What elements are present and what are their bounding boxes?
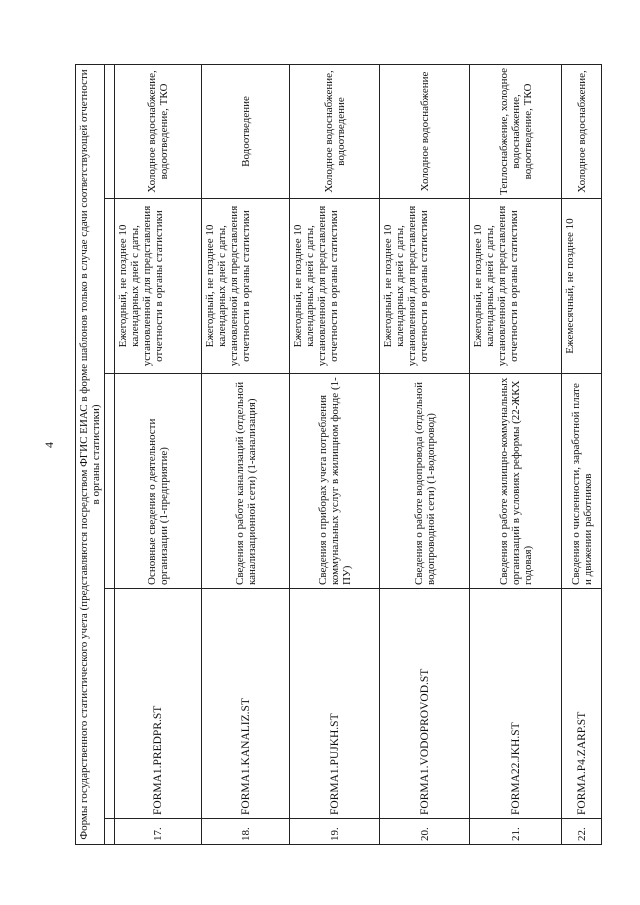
row-number: 22. bbox=[562, 819, 602, 845]
page-number: 4 bbox=[42, 442, 56, 448]
table-row bbox=[202, 64, 290, 844]
table-row bbox=[470, 64, 562, 844]
template-code: FORMA1.KANALIZ.ST bbox=[202, 589, 290, 819]
template-code: FORMA1.PREDPR.ST bbox=[115, 589, 202, 819]
table-row bbox=[290, 64, 380, 844]
form-name: Сведения о приборах учета потребления коммунальных услуг в жилищном фонде (1-ПУ) bbox=[290, 374, 380, 589]
row-number: 21. bbox=[470, 819, 562, 845]
activity-sphere: Холодное водоснабжение, водоотведение, ТКО bbox=[115, 64, 202, 198]
spacer-row bbox=[105, 64, 115, 844]
reporting-period: Ежегодный, не позднее 10 календарных дней с даты, установленной для представления отчетности в органы статистики bbox=[202, 199, 290, 374]
reporting-period: Ежегодный, не позднее 10 календарных дней с даты, установленной для представления отчетности в органы статистики bbox=[115, 199, 202, 374]
section-title: Формы государственного статистического учета (представляются посредством ФГИС ЕИАС в форме шаблонов только в случае сдачи соответствующей отчетности в органы статистики) bbox=[76, 64, 105, 844]
reporting-period: Ежегодный, не позднее 10 календарных дней с даты, установленной для представления отчетности в органы статистики bbox=[290, 199, 380, 374]
row-number: 17. bbox=[115, 819, 202, 845]
spacer-cell bbox=[105, 819, 115, 845]
reporting-period: Ежегодный, не позднее 10 календарных дней с даты, установленной для представления отчетности в органы статистики bbox=[380, 199, 470, 374]
form-name: Сведения о работе жилищно-коммунальных организаций в условиях реформы (22-ЖКХ годовая) bbox=[470, 374, 562, 589]
reporting-period: Ежемесячный, не позднее 10 bbox=[562, 199, 602, 374]
form-name: Сведения о численности, заработной плате и движении работников bbox=[562, 374, 602, 589]
row-number: 18. bbox=[202, 819, 290, 845]
spacer-cell bbox=[105, 64, 115, 198]
reporting-period: Ежегодный, не позднее 10 календарных дней с даты, установленной для представления отчетности в органы статистики bbox=[470, 199, 562, 374]
table-row bbox=[380, 64, 470, 844]
template-code: FORMA.P4.ZARP.ST bbox=[562, 589, 602, 819]
row-number: 20. bbox=[380, 819, 470, 845]
spacer-cell bbox=[105, 589, 115, 819]
spacer-cell bbox=[105, 199, 115, 374]
activity-sphere: Теплоснабжение, холодное водоснабжение, водоотведение, ТКО bbox=[470, 64, 562, 198]
table-row bbox=[115, 64, 202, 844]
statistics-forms-table bbox=[75, 64, 602, 845]
section-header-row bbox=[76, 64, 105, 844]
form-name: Сведения о работе канализаций (отдельной канализационной сети) (1-канализация) bbox=[202, 374, 290, 589]
activity-sphere: Водоотведение bbox=[202, 64, 290, 198]
template-code: FORMA1.PUJKH.ST bbox=[290, 589, 380, 819]
template-code: FORMA1.VODOPROVOD.ST bbox=[380, 589, 470, 819]
form-name: Сведения о работе водопровода (отдельной водопроводной сети) (1-водопровод) bbox=[380, 374, 470, 589]
spacer-cell bbox=[105, 374, 115, 589]
document-sheet bbox=[75, 65, 594, 845]
activity-sphere: Холодное водоснабжение, bbox=[562, 64, 602, 198]
template-code: FORMA22.JKH.ST bbox=[470, 589, 562, 819]
table-row bbox=[562, 64, 602, 844]
activity-sphere: Холодное водоснабжение, водоотведение bbox=[290, 64, 380, 198]
activity-sphere: Холодное водоснабжение bbox=[380, 64, 470, 198]
row-number: 19. bbox=[290, 819, 380, 845]
form-name: Основные сведения о деятельности организации (1-предприятие) bbox=[115, 374, 202, 589]
